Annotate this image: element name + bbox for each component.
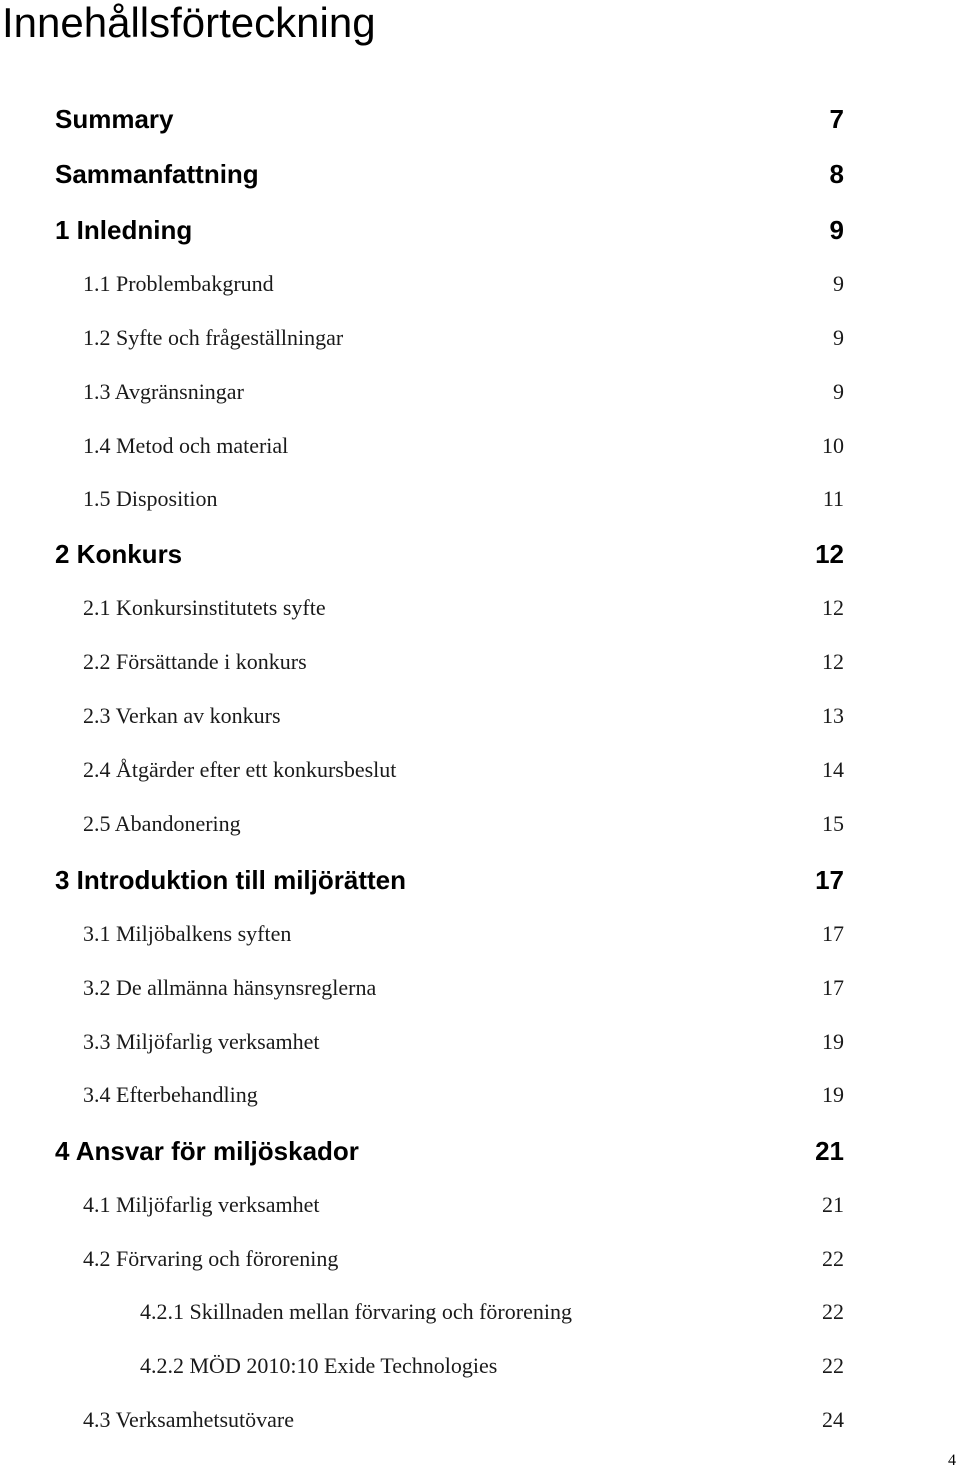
toc-entry-2-4[interactable] <box>0 752 960 788</box>
toc-entry-label: 3.3 Miljöfarlig verksamhet <box>83 1029 320 1054</box>
toc-entry-4-3[interactable] <box>0 1402 960 1438</box>
toc-entry-page: 19 <box>822 1029 844 1054</box>
toc-entry-label: 1.4 Metod och material <box>83 433 289 458</box>
toc-entry-3-4[interactable] <box>0 1077 960 1113</box>
toc-entry-summary[interactable] <box>0 101 960 137</box>
toc-entry-label: 1.2 Syfte och frågeställningar <box>83 325 344 350</box>
page-title: Innehållsförteckning <box>2 0 376 46</box>
toc-entry-label: 3.1 Miljöbalkens syften <box>83 921 292 946</box>
toc-entry-page: 9 <box>829 215 844 245</box>
toc-entry-page: 9 <box>833 325 844 350</box>
toc-entry-page: 17 <box>822 921 844 946</box>
toc-entry-label: 4.3 Verksamhetsutövare <box>83 1407 294 1432</box>
toc-entry-2-3[interactable] <box>0 698 960 734</box>
toc-entry-page: 22 <box>822 1299 844 1324</box>
toc-entry-page: 21 <box>822 1192 844 1217</box>
toc-entry-label: 1.5 Disposition <box>83 486 218 511</box>
toc-entry-label: 3 Introduktion till miljörätten <box>55 865 406 895</box>
toc-entry-1-5[interactable] <box>0 481 960 517</box>
toc-entry-label: 4.2.1 Skillnaden mellan förvaring och förorening <box>140 1299 572 1324</box>
toc-entry-page: 22 <box>822 1353 844 1378</box>
toc-entry-page: 9 <box>833 379 844 404</box>
toc-entry-label: 4.2.2 MÖD 2010:10 Exide Technologies <box>140 1353 498 1378</box>
toc-entry-page: 12 <box>822 595 844 620</box>
toc-entry-2-2[interactable] <box>0 644 960 680</box>
toc-entry-page: 11 <box>822 486 844 511</box>
toc-entry-label: 3.2 De allmänna hänsynsreglerna <box>83 975 377 1000</box>
toc-entry-page: 9 <box>833 271 844 296</box>
toc-entry-page: 14 <box>822 757 844 782</box>
toc-entry-4-2[interactable] <box>0 1241 960 1277</box>
toc-entry-page: 7 <box>829 104 844 134</box>
toc-entry-label: Summary <box>55 104 174 134</box>
toc-entry-label: 2.5 Abandonering <box>83 811 241 836</box>
toc-entry-page: 15 <box>822 811 844 836</box>
toc-entry-chapter-2[interactable] <box>0 536 960 572</box>
toc-entry-label: 2.3 Verkan av konkurs <box>83 703 281 728</box>
toc-entry-page: 8 <box>829 159 844 189</box>
toc-entry-label: 4.2 Förvaring och förorening <box>83 1246 339 1271</box>
toc-entry-3-1[interactable] <box>0 916 960 952</box>
toc-entry-label: 4.1 Miljöfarlig verksamhet <box>83 1192 320 1217</box>
toc-entry-page: 17 <box>822 975 844 1000</box>
toc-entry-3-2[interactable] <box>0 970 960 1006</box>
toc-entry-label: 2 Konkurs <box>55 539 183 569</box>
toc-entry-label: 1.3 Avgränsningar <box>83 379 244 404</box>
toc-entry-page: 10 <box>822 433 844 458</box>
toc-entry-1-1[interactable] <box>0 266 960 302</box>
toc-entry-label: 4 Ansvar för miljöskador <box>55 1136 359 1166</box>
toc-entry-page: 12 <box>822 649 844 674</box>
toc-entry-chapter-4[interactable] <box>0 1133 960 1169</box>
toc-entry-chapter-1[interactable] <box>0 212 960 248</box>
toc-entry-4-2-2[interactable] <box>0 1348 960 1384</box>
toc-entry-label: 1 Inledning <box>55 215 193 245</box>
toc-entry-1-3[interactable] <box>0 374 960 410</box>
toc-entry-label: 3.4 Efterbehandling <box>83 1082 258 1107</box>
toc-entry-label: 1.1 Problembakgrund <box>83 271 274 296</box>
toc-entry-2-1[interactable] <box>0 590 960 626</box>
toc-entry-page: 13 <box>822 703 844 728</box>
toc-entry-page: 12 <box>815 539 844 569</box>
toc-entry-4-1[interactable] <box>0 1187 960 1223</box>
toc-entry-1-2[interactable] <box>0 320 960 356</box>
toc-entry-label: 2.4 Åtgärder efter ett konkursbeslut <box>83 757 397 782</box>
toc-entry-label: 2.1 Konkursinstitutets syfte <box>83 595 326 620</box>
toc-entry-label: 2.2 Försättande i konkurs <box>83 649 307 674</box>
toc-entry-2-5[interactable] <box>0 806 960 842</box>
toc-entry-page: 19 <box>822 1082 844 1107</box>
toc-entry-label: Sammanfattning <box>55 159 259 189</box>
toc-entry-page: 22 <box>822 1246 844 1271</box>
toc-entry-3-3[interactable] <box>0 1024 960 1060</box>
page-number: 4 <box>948 1452 956 1469</box>
toc-entry-1-4[interactable] <box>0 428 960 464</box>
toc-entry-chapter-3[interactable] <box>0 862 960 898</box>
toc-entry-page: 24 <box>822 1407 844 1432</box>
toc-entry-4-2-1[interactable] <box>0 1294 960 1330</box>
toc-entry-page: 21 <box>815 1136 844 1166</box>
toc-entry-sammanfattning[interactable] <box>0 156 960 192</box>
toc-entry-page: 17 <box>815 865 844 895</box>
